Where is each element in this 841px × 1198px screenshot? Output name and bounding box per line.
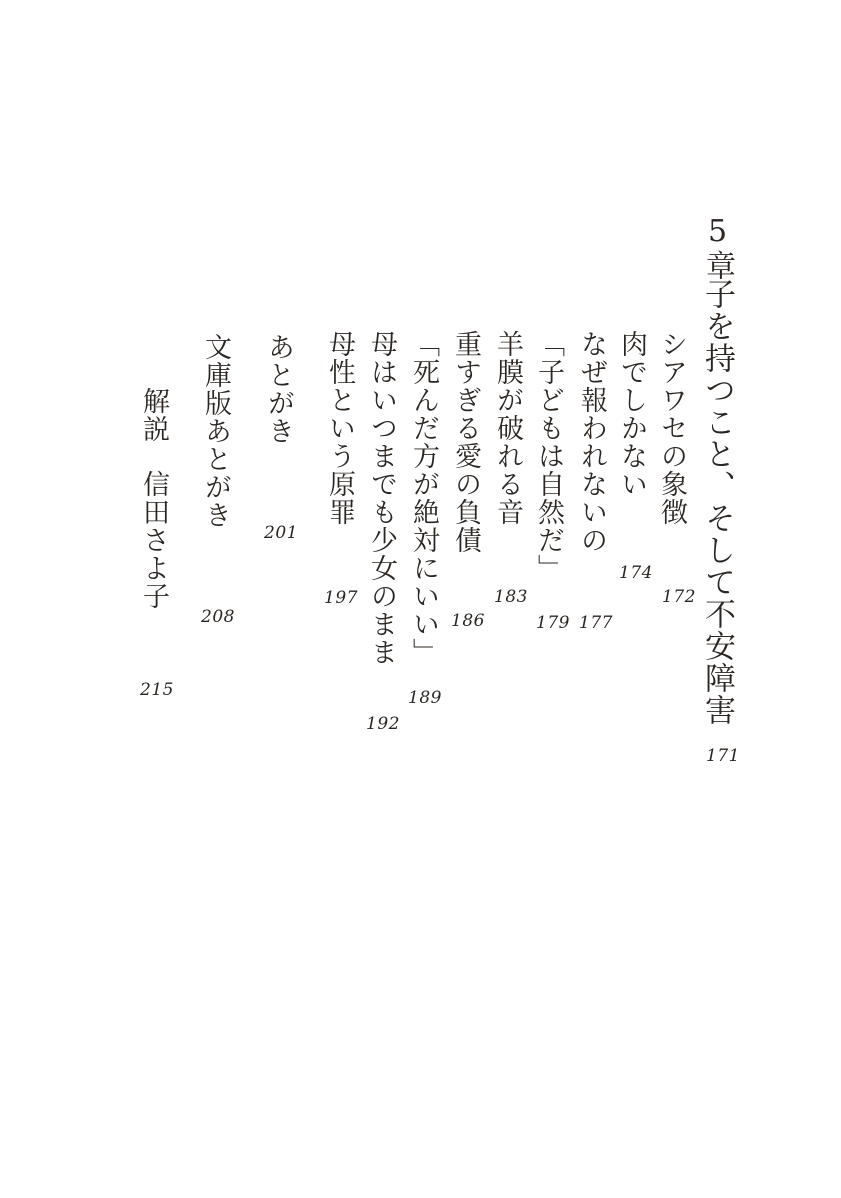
chapter-number: 5章 (700, 214, 735, 281)
bunko-afterword-page: 208 (201, 607, 235, 627)
bunko-afterword-title: 文庫版あとがき (200, 333, 231, 529)
commentary-label: 解説 (138, 387, 169, 443)
toc-entry-page: 172 (662, 587, 696, 607)
toc-entry-page: 197 (324, 588, 358, 608)
commentary-page: 215 (140, 680, 174, 700)
toc-entry-title: なぜ報われないの (576, 330, 607, 554)
commentary-author: 信田さよ子 (138, 470, 169, 610)
toc-entry-title: シアワセの象徴 (656, 330, 687, 526)
toc-entry-page: 177 (579, 613, 613, 633)
toc-entry-page: 179 (536, 613, 570, 633)
chapter-title: 子を持つこと、そして不安障害 (699, 278, 735, 726)
toc-entry-page: 183 (494, 587, 528, 607)
toc-entry-page: 189 (408, 688, 442, 708)
afterword-page: 201 (264, 523, 298, 543)
toc-entry-title: 重すぎる愛の負債 (450, 330, 481, 554)
toc-entry-title: 母性という原罪 (324, 330, 355, 526)
toc-entry-title: 「死んだ方が絶対にいい」 (408, 330, 439, 666)
toc-entry-title: 「子どもは自然だ」 (533, 330, 564, 582)
toc-entry-page: 192 (366, 714, 400, 734)
toc-entry-page: 174 (619, 563, 653, 583)
toc-entry-page: 186 (451, 611, 485, 631)
afterword-title: あとがき (263, 333, 294, 445)
toc-entry-title: 羊膜が破れる音 (492, 330, 523, 526)
toc-entry-title: 肉でしかない (616, 330, 647, 498)
chapter-page-number: 171 (706, 746, 740, 766)
toc-entry-title: 母はいつまでも少女のまま (366, 330, 397, 666)
